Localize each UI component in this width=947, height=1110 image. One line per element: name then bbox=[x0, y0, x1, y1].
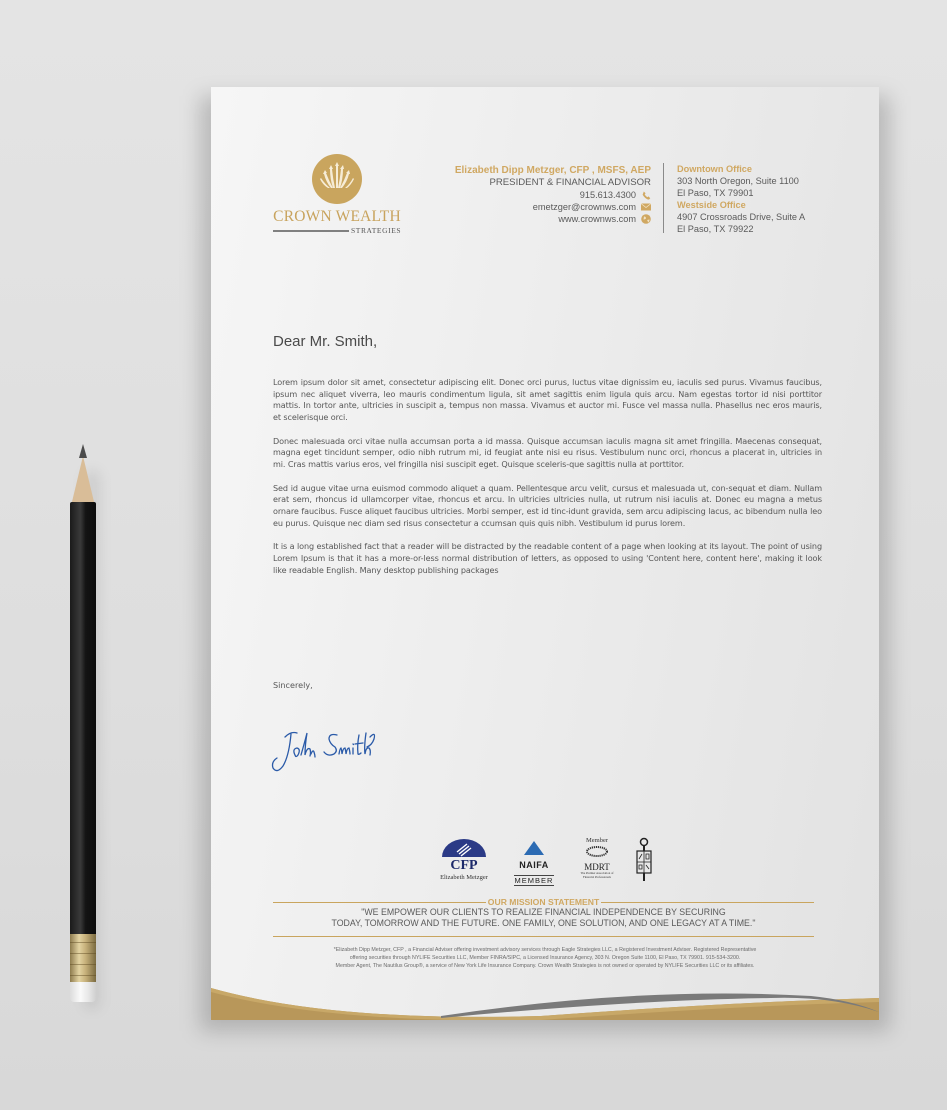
office-address-line: El Paso, TX 79922 bbox=[677, 224, 754, 234]
mission-heading: OUR MISSION STATEMENT bbox=[487, 897, 600, 907]
mission-line: "WE EMPOWER OUR CLIENTS TO REALIZE FINANCIAL INDEPENDENCE BY SECURING bbox=[361, 907, 726, 917]
closing: Sincerely, bbox=[273, 680, 313, 690]
pencil-ferrule bbox=[70, 934, 96, 982]
paragraph: Sed id augue vitae urna euismod commodo aliquet a quam. Pellentesque arcu velit, cursus et malesuada ut, con-sequat et diam. Nullam erat sem, rhoncus id ullamcorper vitae, rhoncus et arcu. In ultricies ultricies nulla, ut rutrum nisi iaculis at. Donec eu magna a metus ornare faucibus. Fusce aliquet faucibus ultricies. Morbi semper, est id tinc-idunt gravida, sem arcu adipiscing lacus, ac bibendum nulla leo eu purus. Quisque nec diam sed risus consectetur a ccumsan quis quis nibh. Vestibulum id purus lorem. bbox=[273, 482, 822, 528]
email-address[interactable]: emetzger@crownws.com bbox=[532, 202, 636, 212]
mdrt-wreath-icon bbox=[586, 846, 608, 857]
company-subtitle: STRATEGIES bbox=[351, 226, 402, 235]
office-address-line: 4907 Crossroads Drive, Suite A bbox=[677, 212, 806, 222]
mdrt-caption: The Premier Association of Financial Professionals bbox=[580, 871, 614, 879]
naifa-caption: MEMBER bbox=[514, 876, 554, 885]
contact-block bbox=[455, 165, 651, 224]
letterhead-page bbox=[211, 87, 879, 1020]
pencil-lead bbox=[79, 444, 87, 458]
disclaimer-line: Member Agent, The Nautilus Group®, a service of New York Life Insurance Company. Crown Wealth Strategies is not owned or operated by NYLIFE Securities LLC or its affiliates. bbox=[335, 963, 755, 969]
mission-rule-right bbox=[601, 902, 814, 903]
email-line[interactable] bbox=[455, 202, 651, 212]
pencil-prop bbox=[70, 444, 96, 1004]
phone-number: 915.613.4300 bbox=[579, 190, 636, 200]
salutation: Dear Mr. Smith, bbox=[273, 333, 378, 350]
paragraph: Lorem ipsum dolor sit amet, consectetur adipiscing elit. Donec orci purus, luctus vitae dignissim eu, iaculis sed purus. Vivamus faucibus, ipsum nec aliquet viverra, leo mauris condimentum ligula, sit amet sagittis enim ligula quis arcu. Nam egestas tortor id nisi porttitor mattis. In tortor ante, ultricies in suscipit a, tempus non massa. Vivamus et auctor mi. Fusce vel massa nulla. Phasellus nec eros mauris, et scelerisque orci. bbox=[273, 377, 822, 423]
company-logo bbox=[271, 154, 403, 235]
office-address-line: 303 North Oregon, Suite 1100 bbox=[677, 176, 799, 186]
mdrt-member-label: Member bbox=[585, 837, 609, 844]
office-address-line: El Paso, TX 79901 bbox=[677, 188, 754, 198]
letter-body bbox=[273, 377, 822, 588]
advisor-title: PRESIDENT & FINANCIAL ADVISOR bbox=[489, 177, 651, 188]
mission-statement bbox=[273, 907, 814, 929]
naifa-label: NAIFA bbox=[519, 860, 549, 870]
company-name: CROWN WEALTH bbox=[273, 208, 401, 225]
mission-rule-bottom bbox=[273, 936, 814, 937]
naifa-triangle-icon bbox=[524, 841, 544, 855]
office-title: Downtown Office bbox=[677, 164, 753, 174]
mission-rule-left bbox=[273, 902, 486, 903]
paragraph: Donec malesuada orci vitae nulla accumsan porta a id massa. Quisque accumsan iaculis magna sit amet fringilla. Maecenas consequat, magna eget tincidunt semper, odio nibh rutrum mi, id feugiat ante nisi eu risus. Vestibulum nunc orci, rhoncus a placerat in, ultricies in mi. Cras mattis varius eros, vel fringilla nisi suscipit eget. Quisque sceleris-que sagittis nulla at porttitor. bbox=[273, 435, 822, 470]
header-divider bbox=[663, 163, 664, 233]
crown-icon bbox=[312, 154, 362, 204]
pencil-body bbox=[70, 502, 96, 934]
footer-wave bbox=[211, 960, 879, 1020]
society-emblem-icon bbox=[635, 837, 653, 888]
envelope-icon bbox=[641, 202, 651, 212]
cfp-badge bbox=[437, 839, 491, 881]
pencil-wood-tip bbox=[71, 456, 95, 506]
pencil-eraser bbox=[70, 982, 96, 1002]
cfp-caption: Elizabeth Metzger bbox=[440, 874, 488, 881]
signature bbox=[269, 717, 389, 782]
logo-rule bbox=[273, 230, 349, 232]
advisor-name: Elizabeth Dipp Metzger, CFP , MSFS, AEP bbox=[454, 165, 651, 176]
mdrt-label: MDRT bbox=[584, 862, 610, 872]
cfp-arc-icon bbox=[441, 839, 487, 857]
website-url[interactable]: www.crownws.com bbox=[558, 214, 636, 224]
credential-badges bbox=[435, 837, 665, 887]
naifa-badge bbox=[509, 841, 559, 888]
phone-icon bbox=[641, 190, 651, 200]
mdrt-badge bbox=[577, 837, 617, 879]
website-line[interactable] bbox=[455, 214, 651, 224]
mission-line: TODAY, TOMORROW AND THE FUTURE. ONE FAMILY, ONE SOLUTION, AND ONE LEGACY AT A TIME." bbox=[331, 918, 756, 928]
disclaimer-line: offering securities through NYLIFE Securities LLC, Member FINRA/SIPC, a Licensed Insurance Agency, 303 N. Oregon Suite 1100, El Paso, TX 79901. 915-534-3200. bbox=[349, 955, 741, 961]
disclaimer-line: *Elizabeth Dipp Metzger, CFP , a Financial Adviser offering investment advisory services through Eagle Strategies LLC, a Registered Investment Adviser. Registered Representative bbox=[333, 947, 757, 953]
office-title: Westside Office bbox=[677, 200, 746, 210]
offices-block bbox=[677, 163, 805, 235]
paragraph: It is a long established fact that a reader will be distracted by the readable content of a page when looking at its layout. The point of using Lorem Ipsum is that it has a more-or-less normal distribution of letters, as opposed to using 'Content here, content here', making it look like readable English. Many desktop publishing packages bbox=[273, 541, 822, 575]
globe-icon bbox=[641, 214, 651, 224]
phone-line bbox=[455, 190, 651, 200]
cfp-label: CFP bbox=[450, 858, 478, 873]
